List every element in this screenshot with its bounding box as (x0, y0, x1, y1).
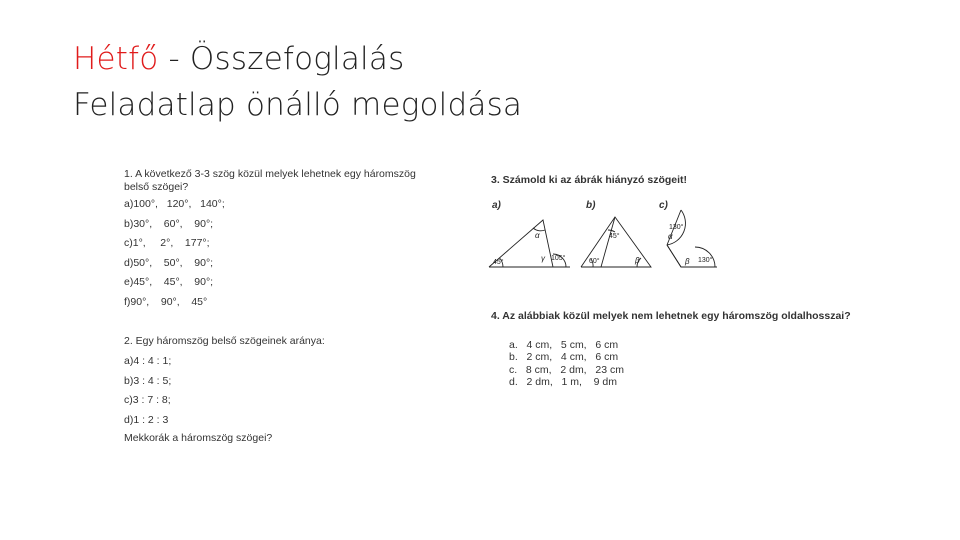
figure-b-label: b) (586, 200, 596, 211)
figure-a-label: a) (492, 200, 501, 211)
fig-c-angle-130-top: 130° (669, 224, 684, 231)
option-1c: c)1°, 2°, 177°; (124, 237, 210, 250)
title-topic: - Összefoglalás (158, 41, 405, 77)
fig-c-beta: β (685, 257, 690, 266)
question-4: 4. Az alábbiak közül melyek nem lehetnek egy háromszög oldalhosszai? (491, 310, 851, 322)
option-2d: d)1 : 2 : 3 (124, 413, 169, 426)
fig-b-angle-60: 60° (589, 258, 600, 265)
option-1d: d)50°, 50°, 90°; (124, 256, 214, 269)
option-1e: e)45°, 45°, 90°; (124, 276, 214, 289)
question-3: 3. Számold ki az ábrák hiányzó szögeit! (491, 174, 688, 186)
question-2: 2. Egy háromszög belső szögeinek aránya: (124, 335, 325, 347)
option-4c: c. 8 cm, 2 dm, 23 cm (509, 363, 624, 376)
question-2-footer: Mekkorák a háromszög szögei? (124, 432, 273, 444)
option-4b: b. 2 cm, 4 cm, 6 cm (509, 351, 619, 364)
question-1-options (124, 198, 225, 316)
question-4-options (509, 339, 624, 388)
fig-b-angle-45: 45° (609, 233, 620, 240)
option-1b: b)30°, 60°, 90°; (124, 217, 214, 230)
page-subtitle: Feladatlap önálló megoldása (73, 87, 523, 123)
fig-a-angle-105: 105° (551, 255, 566, 262)
title-day: Hétfő (73, 41, 159, 77)
fig-c-angle-130-bottom: 130° (698, 257, 713, 264)
option-1f: f)90°, 90°, 45° (124, 295, 208, 308)
fig-b-beta: β (635, 256, 640, 265)
option-2a: a)4 : 4 : 1; (124, 355, 172, 367)
option-4a: a. 4 cm, 5 cm, 6 cm (509, 339, 619, 351)
question-1: 1. A következő 3-3 szög közül melyek lehetnek egy háromszög belső szögei? (124, 168, 416, 193)
fig-a-alpha: α (535, 231, 540, 240)
option-2b: b)3 : 4 : 5; (124, 374, 172, 387)
option-4d: d. 2 dm, 1 m, 9 dm (509, 375, 617, 388)
question-2-options (124, 355, 171, 433)
option-1a: a)100°, 120°, 140°; (124, 198, 225, 210)
fig-c-alpha: α (668, 232, 673, 241)
triangle-figures (485, 200, 735, 275)
figure-c-label: c) (659, 200, 668, 211)
fig-a-angle-45: 45° (493, 259, 504, 266)
page-title (73, 36, 522, 128)
fig-a-gamma: γ (541, 254, 545, 263)
option-2c: c)3 : 7 : 8; (124, 394, 171, 407)
